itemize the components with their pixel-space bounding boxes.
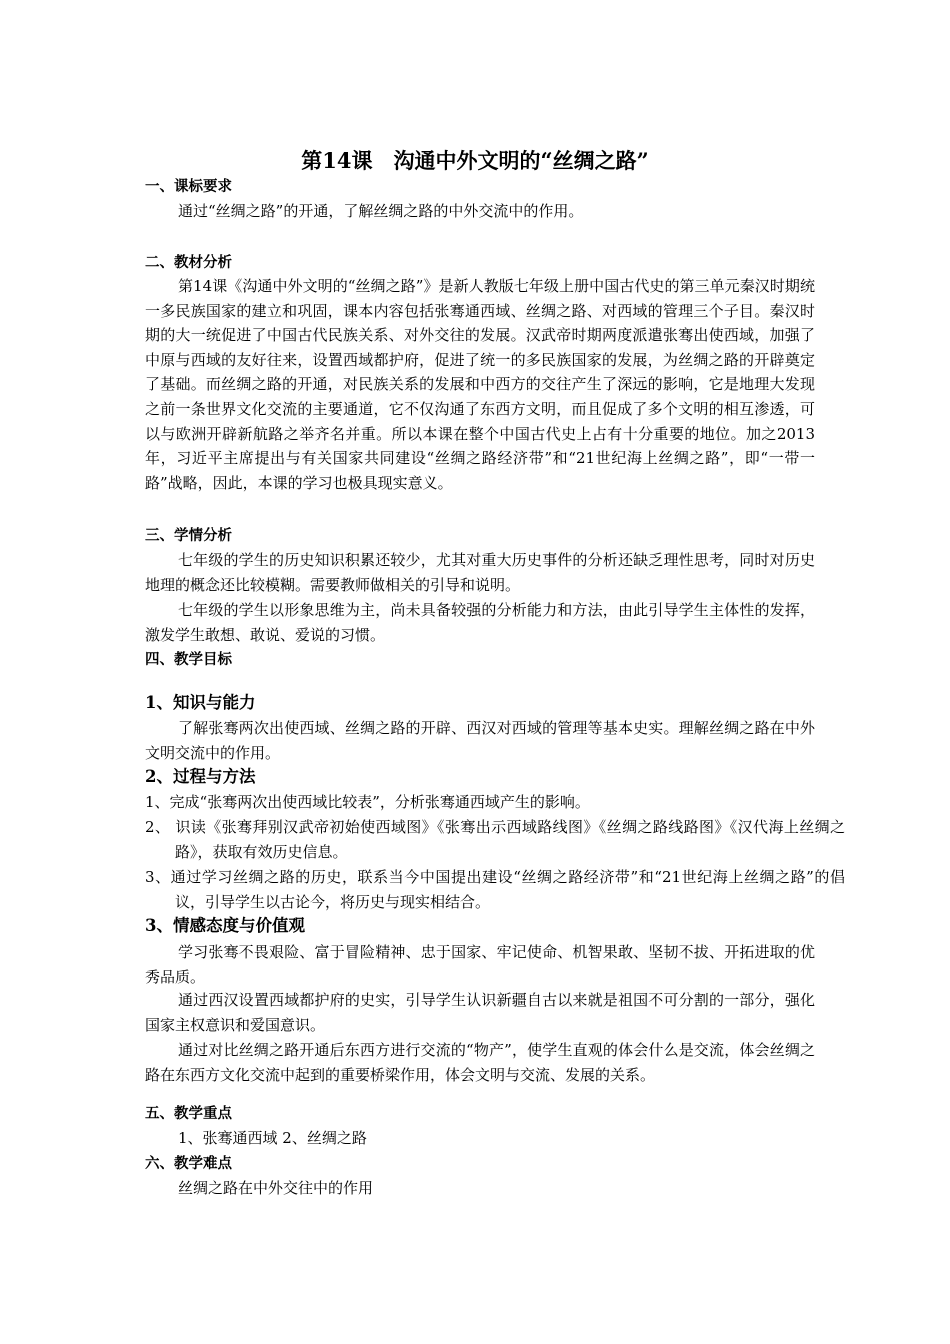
section-5-heading: 五、教学重点 xyxy=(145,1105,232,1122)
section-3-paragraph-1: 七年级的学生的历史知识积累还较少，尤其对重大历史事件的分析还缺乏理性思考，同时对历史地理的概念还比较模糊。需要教师做相关的引导和说明。 xyxy=(145,551,815,594)
section-6-text: 丝绸之路在中外交往中的作用 xyxy=(178,1179,374,1197)
document-title: 第14课 沟通中外文明的“丝绸之路” xyxy=(301,148,649,173)
process-item-3: 3、通过学习丝绸之路的历史，联系当今中国提出建设“丝绸之路经济带”和“21世纪海上丝绸之路”的倡议，引导学生以古论今，将历史与现实相结合。 xyxy=(145,868,845,911)
section-4-heading: 四、教学目标 xyxy=(145,651,232,668)
section-1-heading: 一、课标要求 xyxy=(145,178,232,195)
section-2-heading: 二、教材分析 xyxy=(145,254,232,271)
process-item-2: 2、 识读《张骞拜别汉武帝初始使西域图》《张骞出示西域路线图》《丝绸之路线路图》《汉代海上丝绸之路》，获取有效历史信息。 xyxy=(145,818,845,861)
section-3-paragraph-2: 七年级的学生以形象思维为主，尚未具备较强的分析能力和方法，由此引导学生主体性的发挥，激发学生敢想、敢说、爱说的习惯。 xyxy=(145,601,815,644)
section-5-text: 1、张骞通西域 2、丝绸之路 xyxy=(178,1129,367,1147)
objective-process-heading: 2、过程与方法 xyxy=(145,767,256,786)
section-1-text: 通过“丝绸之路”的开通，了解丝绸之路的中外交流中的作用。 xyxy=(178,202,584,220)
emotion-paragraph-3: 通过对比丝绸之路开通后东西方进行交流的“物产”，使学生直观的体会什么是交流，体会丝绸之路在东西方文化交流中起到的重要桥梁作用，体会文明与交流、发展的关系。 xyxy=(145,1041,815,1084)
objective-emotion-heading: 3、情感态度与价值观 xyxy=(145,916,305,935)
section-3-heading: 三、学情分析 xyxy=(145,527,232,544)
section-6-heading: 六、教学难点 xyxy=(145,1155,232,1172)
emotion-paragraph-2: 通过西汉设置西域都护府的史实，引导学生认识新疆自古以来就是祖国不可分割的一部分，强化国家主权意识和爱国意识。 xyxy=(145,991,815,1034)
emotion-paragraph-1: 学习张骞不畏艰险、富于冒险精神、忠于国家、牢记使命、机智果敢、坚韧不拔、开拓进取的优秀品质。 xyxy=(145,943,815,986)
objective-knowledge-heading: 1、知识与能力 xyxy=(145,693,256,712)
process-item-1: 1、完成“张骞两次出使西域比较表”，分析张骞通西域产生的影响。 xyxy=(145,793,590,811)
section-2-text: 第14课《沟通中外文明的“丝绸之路”》是新人教版七年级上册中国古代史的第三单元秦汉时期统一多民族国家的建立和巩固，课本内容包括张骞通西域、丝绸之路、对西域的管理三个子目。秦汉时期的大一统促进了中国古代民族关系、对外交往的发展。汉武帝时期两度派遣张骞出使西域，加强了中原与西域的友好往来，设置西域都护府，促进了统一的多民族国家的发展，为丝绸之路的开辟奠定了基础。而丝绸之路的开通，对民族关系的发展和中西方的交往产生了深远的影响，它是地理大发现之前一条世界文化交流的主要通道，它不仅沟通了东西方文明，而且促成了多个文明的相互渗透，可以与欧洲开辟新航路之举齐名并重。所以本课在整个中国古代史上占有十分重要的地位。加之2013年，习近平主席提出与有关国家共同建设“丝绸之路经济带”和“21世纪海上丝绸之路”，即“一带一路”战略，因此，本课的学习也极具现实意义。 xyxy=(145,277,815,492)
objective-knowledge-text: 了解张骞两次出使西域、丝绸之路的开辟、西汉对西域的管理等基本史实。理解丝绸之路在中外文明交流中的作用。 xyxy=(145,719,815,762)
